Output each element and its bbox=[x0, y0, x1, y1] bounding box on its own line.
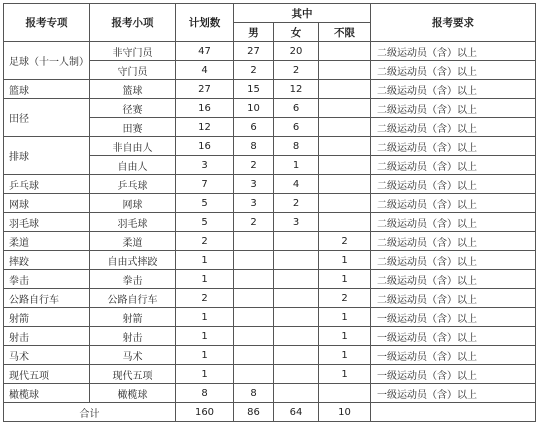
cell-plan: 1 bbox=[176, 270, 234, 289]
table-row bbox=[4, 213, 536, 232]
cell-subitem: 马术 bbox=[90, 346, 176, 365]
total-female: 64 bbox=[274, 403, 319, 422]
cell-plan: 2 bbox=[176, 232, 234, 251]
cell-requirement: 二级运动员（含）以上 bbox=[371, 289, 536, 308]
total-male: 86 bbox=[234, 403, 274, 422]
cell-subitem: 射击 bbox=[90, 327, 176, 346]
cell-plan: 3 bbox=[176, 156, 234, 175]
cell-subitem: 篮球 bbox=[90, 80, 176, 99]
cell-female bbox=[274, 384, 319, 403]
cell-subitem: 非自由人 bbox=[90, 137, 176, 156]
cell-male: 15 bbox=[234, 80, 274, 99]
cell-requirement: 二级运动员（含）以上 bbox=[371, 213, 536, 232]
cell-unlimited bbox=[319, 118, 371, 137]
cell-project: 橄榄球 bbox=[4, 384, 90, 403]
cell-project: 现代五项 bbox=[4, 365, 90, 384]
table-row bbox=[4, 384, 536, 403]
cell-requirement: 二级运动员（含）以上 bbox=[371, 251, 536, 270]
cell-female: 3 bbox=[274, 213, 319, 232]
total-label: 合计 bbox=[4, 403, 176, 422]
header-female: 女 bbox=[274, 23, 319, 42]
cell-female bbox=[274, 289, 319, 308]
cell-requirement: 二级运动员（含）以上 bbox=[371, 137, 536, 156]
cell-requirement: 一级运动员（含）以上 bbox=[371, 365, 536, 384]
cell-requirement: 二级运动员（含）以上 bbox=[371, 99, 536, 118]
cell-subitem: 羽毛球 bbox=[90, 213, 176, 232]
cell-project: 排球 bbox=[4, 137, 90, 175]
table-row bbox=[4, 289, 536, 308]
cell-female bbox=[274, 327, 319, 346]
cell-project: 足球（十一人制） bbox=[4, 42, 90, 80]
table-row bbox=[4, 327, 536, 346]
cell-female: 2 bbox=[274, 194, 319, 213]
total-requirement bbox=[371, 403, 536, 422]
table-row bbox=[4, 232, 536, 251]
cell-male bbox=[234, 232, 274, 251]
cell-plan: 7 bbox=[176, 175, 234, 194]
cell-project: 公路自行车 bbox=[4, 289, 90, 308]
total-plan: 160 bbox=[176, 403, 234, 422]
cell-subitem: 守门员 bbox=[90, 61, 176, 80]
cell-unlimited: 2 bbox=[319, 289, 371, 308]
cell-plan: 27 bbox=[176, 80, 234, 99]
cell-requirement: 二级运动员（含）以上 bbox=[371, 175, 536, 194]
cell-unlimited: 1 bbox=[319, 346, 371, 365]
table-row bbox=[4, 270, 536, 289]
table-row bbox=[4, 251, 536, 270]
cell-male: 3 bbox=[234, 194, 274, 213]
cell-project: 乒乓球 bbox=[4, 175, 90, 194]
table-row bbox=[4, 137, 536, 156]
cell-male bbox=[234, 327, 274, 346]
cell-unlimited bbox=[319, 384, 371, 403]
cell-subitem: 自由人 bbox=[90, 156, 176, 175]
cell-requirement: 一级运动员（含）以上 bbox=[371, 346, 536, 365]
cell-unlimited: 1 bbox=[319, 365, 371, 384]
cell-male: 2 bbox=[234, 61, 274, 80]
cell-female: 8 bbox=[274, 137, 319, 156]
header-male: 男 bbox=[234, 23, 274, 42]
cell-unlimited: 1 bbox=[319, 270, 371, 289]
total-unlimited: 10 bbox=[319, 403, 371, 422]
cell-requirement: 二级运动员（含）以上 bbox=[371, 156, 536, 175]
cell-plan: 12 bbox=[176, 118, 234, 137]
cell-male bbox=[234, 270, 274, 289]
cell-project: 篮球 bbox=[4, 80, 90, 99]
cell-unlimited bbox=[319, 42, 371, 61]
cell-unlimited bbox=[319, 99, 371, 118]
cell-unlimited: 1 bbox=[319, 251, 371, 270]
cell-subitem: 橄榄球 bbox=[90, 384, 176, 403]
cell-plan: 5 bbox=[176, 194, 234, 213]
header-subitem: 报考小项 bbox=[90, 4, 176, 42]
cell-female: 4 bbox=[274, 175, 319, 194]
cell-plan: 8 bbox=[176, 384, 234, 403]
cell-subitem: 现代五项 bbox=[90, 365, 176, 384]
cell-male bbox=[234, 251, 274, 270]
cell-project: 马术 bbox=[4, 346, 90, 365]
cell-project: 拳击 bbox=[4, 270, 90, 289]
cell-female bbox=[274, 346, 319, 365]
cell-requirement: 一级运动员（含）以上 bbox=[371, 327, 536, 346]
cell-plan: 47 bbox=[176, 42, 234, 61]
cell-unlimited bbox=[319, 175, 371, 194]
cell-female: 20 bbox=[274, 42, 319, 61]
cell-male: 2 bbox=[234, 213, 274, 232]
cell-requirement: 一级运动员（含）以上 bbox=[371, 384, 536, 403]
cell-unlimited bbox=[319, 61, 371, 80]
cell-plan: 1 bbox=[176, 346, 234, 365]
cell-plan: 16 bbox=[176, 99, 234, 118]
cell-male: 3 bbox=[234, 175, 274, 194]
cell-project: 田径 bbox=[4, 99, 90, 137]
table-row bbox=[4, 365, 536, 384]
cell-subitem: 非守门员 bbox=[90, 42, 176, 61]
cell-plan: 1 bbox=[176, 251, 234, 270]
cell-plan: 2 bbox=[176, 289, 234, 308]
cell-unlimited: 2 bbox=[319, 232, 371, 251]
table-row bbox=[4, 42, 536, 61]
cell-requirement: 二级运动员（含）以上 bbox=[371, 232, 536, 251]
cell-male bbox=[234, 346, 274, 365]
cell-subitem: 柔道 bbox=[90, 232, 176, 251]
cell-male bbox=[234, 365, 274, 384]
cell-female bbox=[274, 308, 319, 327]
cell-female bbox=[274, 270, 319, 289]
cell-subitem: 田赛 bbox=[90, 118, 176, 137]
cell-unlimited: 1 bbox=[319, 308, 371, 327]
cell-male bbox=[234, 289, 274, 308]
header-plan: 计划数 bbox=[176, 4, 234, 42]
cell-project: 网球 bbox=[4, 194, 90, 213]
table-row bbox=[4, 346, 536, 365]
cell-plan: 1 bbox=[176, 327, 234, 346]
table-row bbox=[4, 99, 536, 118]
cell-subitem: 射箭 bbox=[90, 308, 176, 327]
cell-male: 2 bbox=[234, 156, 274, 175]
header-unlimited: 不限 bbox=[319, 23, 371, 42]
cell-unlimited bbox=[319, 137, 371, 156]
table-row bbox=[4, 175, 536, 194]
cell-requirement: 二级运动员（含）以上 bbox=[371, 194, 536, 213]
total-row bbox=[4, 403, 536, 422]
header-requirement: 报考要求 bbox=[371, 4, 536, 42]
cell-male: 10 bbox=[234, 99, 274, 118]
cell-subitem: 拳击 bbox=[90, 270, 176, 289]
cell-female: 6 bbox=[274, 99, 319, 118]
cell-plan: 16 bbox=[176, 137, 234, 156]
cell-requirement: 二级运动员（含）以上 bbox=[371, 270, 536, 289]
cell-plan: 1 bbox=[176, 365, 234, 384]
cell-female: 2 bbox=[274, 61, 319, 80]
cell-requirement: 二级运动员（含）以上 bbox=[371, 61, 536, 80]
admission-plan-table bbox=[3, 3, 536, 422]
header-project: 报考专项 bbox=[4, 4, 90, 42]
cell-subitem: 自由式摔跤 bbox=[90, 251, 176, 270]
cell-subitem: 径赛 bbox=[90, 99, 176, 118]
header-among: 其中 bbox=[234, 4, 371, 23]
cell-male: 27 bbox=[234, 42, 274, 61]
cell-female: 1 bbox=[274, 156, 319, 175]
table-row bbox=[4, 308, 536, 327]
cell-female bbox=[274, 365, 319, 384]
cell-male: 8 bbox=[234, 384, 274, 403]
cell-project: 柔道 bbox=[4, 232, 90, 251]
cell-plan: 4 bbox=[176, 61, 234, 80]
cell-project: 羽毛球 bbox=[4, 213, 90, 232]
cell-subitem: 网球 bbox=[90, 194, 176, 213]
table-row bbox=[4, 194, 536, 213]
cell-unlimited bbox=[319, 80, 371, 99]
cell-plan: 5 bbox=[176, 213, 234, 232]
cell-female bbox=[274, 232, 319, 251]
cell-project: 射击 bbox=[4, 327, 90, 346]
cell-unlimited bbox=[319, 213, 371, 232]
cell-project: 射箭 bbox=[4, 308, 90, 327]
cell-plan: 1 bbox=[176, 308, 234, 327]
cell-female: 12 bbox=[274, 80, 319, 99]
cell-requirement: 二级运动员（含）以上 bbox=[371, 118, 536, 137]
cell-unlimited: 1 bbox=[319, 327, 371, 346]
cell-project: 摔跤 bbox=[4, 251, 90, 270]
cell-male: 6 bbox=[234, 118, 274, 137]
table-row bbox=[4, 80, 536, 99]
cell-male bbox=[234, 308, 274, 327]
cell-female bbox=[274, 251, 319, 270]
cell-subitem: 乒乓球 bbox=[90, 175, 176, 194]
cell-requirement: 二级运动员（含）以上 bbox=[371, 42, 536, 61]
cell-male: 8 bbox=[234, 137, 274, 156]
header-row-1 bbox=[4, 4, 536, 23]
cell-unlimited bbox=[319, 194, 371, 213]
cell-subitem: 公路自行车 bbox=[90, 289, 176, 308]
cell-requirement: 二级运动员（含）以上 bbox=[371, 80, 536, 99]
cell-unlimited bbox=[319, 156, 371, 175]
cell-requirement: 一级运动员（含）以上 bbox=[371, 308, 536, 327]
cell-female: 6 bbox=[274, 118, 319, 137]
